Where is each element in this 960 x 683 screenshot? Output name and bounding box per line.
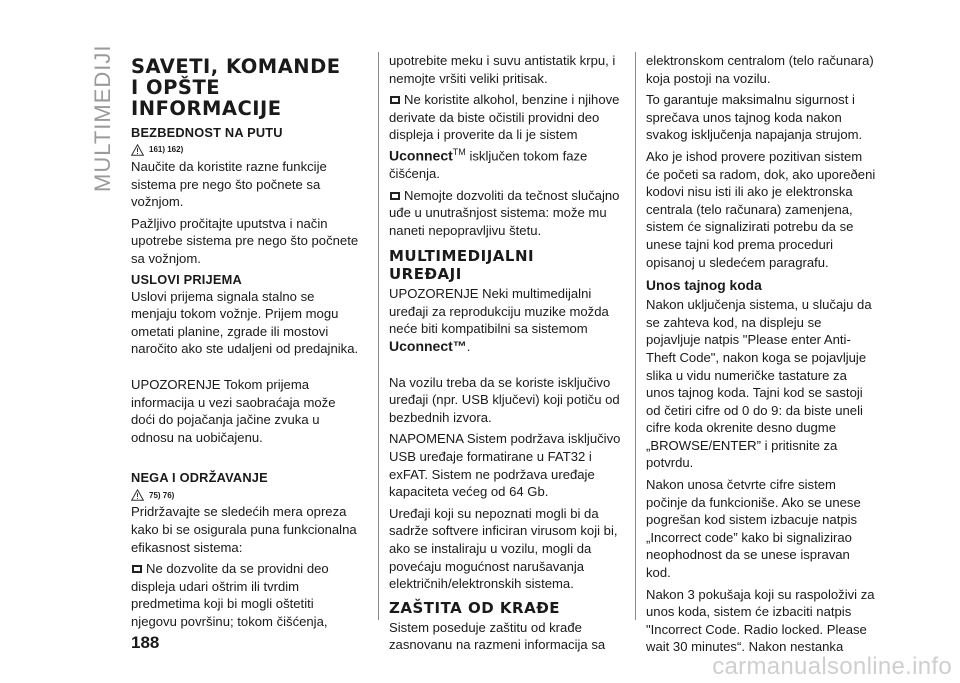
brand-name: Uconnect™: [389, 338, 467, 355]
column-divider: [378, 52, 379, 620]
section-heading: BEZBEDNOST NA PUTU: [131, 125, 283, 140]
paragraph: NAPOMENA Sistem podržava isključivo USB uređaje formatirane u FAT32 i exFAT. Sistem ne podržava uređaje kapaciteta većeg od 64 Gb.: [389, 431, 621, 500]
column-1: [131, 56, 363, 634]
warning-reference: 161) 162): [131, 142, 363, 158]
page-number: 188: [131, 633, 160, 652]
section-side-title: MULTIMEDIJI: [90, 44, 115, 192]
paragraph: Na vozilu treba da se koriste isključivo uređaji (npr. USB ključevi) koji potiču od bezbednih izvora.: [389, 374, 620, 425]
warning-icon: [131, 144, 144, 156]
bullet-item: Nemojte dozvoliti da tečnost slučajno uđe u unutrašnjost sistema: može mu naneti nepopravljivu štetu.: [389, 187, 620, 238]
paragraph: Nakon uključenja sistema, u slučaju da se zahteva kod, na displeju se pojavljuje natpis "Please enter Anti-Theft Code", nakon koga se pojavljuje slika u vidu numeričke tastature za unos tajnog koda. Tajni kod se sastoji od četiri cifre od 0 do 9: da biste uneli cifre kodа okrenite desno dugme „BROWSE/ENTER” i pritisnite za potvrdu.: [646, 297, 872, 471]
paragraph: UPOZORENJE Neki multimedijalni uređaji za reprodukciju muzike možda neće biti kompatibilni sa sistemom Uconnect™.: [389, 286, 609, 355]
paragraph: Nakon unosa četvrte cifre sistem počinje da funkcioniše. Ako se unese pogrešan kod sistem izbacuje natpis „Incorrect code” kako bi signalizirao neophodnost da se unese ispravan kod.: [646, 477, 861, 581]
warning-reference: 75) 76): [131, 487, 363, 503]
paragraph: UPOZORENJE Tokom prijema informacija u vezi saobraćaja može doći do pojačanja jačine zvuka u odnosu na uobičajenu.: [131, 376, 336, 445]
paragraph: Uslovi prijema signala stalno se menjaju tokom vožnje. Prijem mogu ometati planine, zgrade ili mostovi naročito ako ste udaljeni od predajnika.: [131, 288, 359, 357]
brand-name: Uconnect: [389, 147, 453, 164]
bullet-item: Ne dozvolite da se providni deo displeja udari oštrim ili tvrdim predmetima koji bi mogli oštetiti njegovu površinu; tokom čišćenja,: [131, 561, 329, 629]
paragraph: Uređaji koji su nepoznati mogli bi da sadrže softvere inficiran virusom koji bi, ako se instaliraju u vozilu, mogli da povećaju mogućnost narušavanja električnih/elektronskih sistema.: [389, 505, 618, 592]
column-divider: [635, 52, 636, 620]
paragraph: Ako je ishod provere pozitivan sistem će početi sa radom, dok, ako uporeðeni kodovi nisu isti ili ako je elektronska centrala (telo računara) zamenjena, sistem će signalizirati potrebu da se unese tajni kod prema proceduri opisanoj u sledećem paragrafu.: [646, 148, 876, 270]
paragraph: Pažljivo pročitajte uputstva i način upotrebe sistema pre nego što počnete sa vožnjom.: [131, 215, 359, 266]
paragraph: Nakon 3 pokušaja koji su raspoloživi za unos koda, sistem će izbaciti natpis "Incorrect Code. Radio locked. Please wait 30 minutes“. Nakon nestanka: [646, 586, 875, 655]
section-heading: Unos tajnog koda: [646, 278, 762, 294]
paragraph: upotrebite meku i suvu antistatik krpu, i nemojte vršiti veliki pritisak.: [389, 53, 616, 86]
paragraph: To garantuje maksimalnu sigurnost i sprečava unos tajnog koda nakon svakog isključenja napajanja strujom.: [646, 92, 863, 143]
bullet-item: Ne koristite alkohol, benzine i njihove derivate da biste očistili providni deo displeja i proverite da li je sistem Uconnect™ isključen tokom faze čišćenja.: [389, 92, 620, 181]
section-heading: USLOVI PRIJEMA: [131, 271, 242, 287]
section-heading: ZAŠTITA OD KRAĐE: [389, 598, 561, 617]
watermark: carmanualsonline.info: [712, 653, 952, 680]
section-heading: NEGA I ODRŽAVANJE: [131, 470, 268, 486]
bullet-icon: [389, 96, 401, 105]
column-3: [646, 52, 878, 660]
chapter-title: SAVETI, KOMANDE I OPŠTE INFORMACIJE: [131, 55, 341, 120]
paragraph: Pridržavajte se sledećih mera opreza kako bi se osigurala puna funkcionalna efikasnost sistema:: [131, 504, 357, 555]
bullet-icon: [389, 192, 401, 201]
paragraph: Naučite da koristite razne funkcije sistema pre nego što počnete sa vožnjom.: [131, 159, 327, 210]
bullet-icon: [131, 565, 143, 574]
paragraph: elektronskom centralom (telo računara) koja postoji na vozilu.: [646, 53, 874, 86]
section-heading: MULTIMEDIJALNI UREĐAJI: [389, 247, 535, 284]
column-2: [389, 52, 621, 658]
warning-icon: [131, 489, 144, 501]
paragraph: Sistem poseduje zaštitu od krađe zasnovanu na razmeni informacija sa: [389, 619, 606, 653]
